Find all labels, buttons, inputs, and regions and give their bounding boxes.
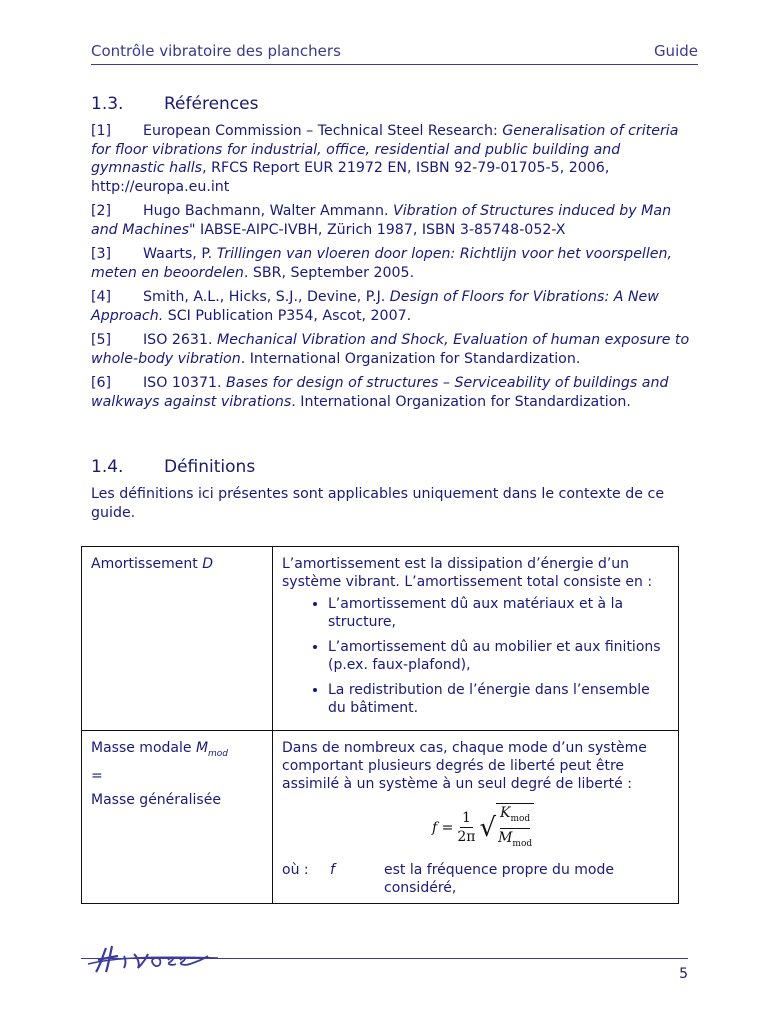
bullet-item: • L’amortissement dû au mobilier et aux finitions (p.ex. faux-plafond), [328, 638, 670, 674]
reference-source: . International Organization for Standardization. [240, 350, 581, 367]
reference-item [91, 202, 698, 239]
definition-bullets [282, 595, 670, 717]
reference-authors: European Commission – Technical Steel Research: [143, 123, 503, 139]
reference-item [91, 288, 698, 325]
definition-text: Dans de nombreux cas, chaque mode d’un système comportant plusieurs degrés de liberté peut être assimilé à un système à un seul degré de liberté : [282, 740, 647, 792]
definition-text: L’amortissement est la dissipation d’énergie d’un système vibrant. L’amortissement total consiste en : [282, 556, 653, 590]
reference-index: [2] [91, 203, 112, 219]
reference-authors: Waarts, P. [143, 246, 217, 262]
mass-subscript: mod [512, 838, 533, 849]
reference-source: SCI Publication P354, Ascot, 2007. [163, 307, 412, 324]
header-title: Contrôle vibratoire des planchers [91, 42, 341, 60]
section-heading-references [91, 94, 258, 114]
fraction-numerator: 1 [461, 810, 471, 827]
reference-source: , RFCS Report EUR 21972 EN, ISBN 92-79-01705-5, 2006, http://europa.eu.int [91, 160, 610, 195]
table-row [82, 547, 679, 731]
formula-fraction [457, 809, 475, 846]
term-subscript: mod [208, 748, 229, 759]
reference-index: [1] [91, 123, 112, 139]
sqrt-fraction [496, 803, 534, 853]
where-text: est la fréquence propre du mode considéré, [384, 861, 614, 896]
frequency-formula [432, 803, 670, 853]
definitions-table [81, 546, 679, 904]
reference-authors: Hugo Bachmann, Walter Ammann. [143, 203, 394, 219]
term-equals: = [91, 767, 103, 784]
formula-lhs: f = [432, 819, 454, 836]
reference-index: [4] [91, 289, 112, 305]
sqrt-icon: √ [479, 812, 497, 843]
reference-authors: Smith, A.L., Hicks, S.J., Devine, P.J. [143, 289, 390, 305]
reference-item [91, 245, 698, 282]
reference-index: [5] [91, 332, 112, 348]
reference-index: [6] [91, 375, 112, 391]
term-cell [82, 547, 273, 731]
section-title: Références [164, 94, 259, 114]
reference-item [91, 374, 698, 411]
section-number: 1.3. [91, 94, 124, 114]
reference-title: Trillingen van vloeren door lopen: Richtlijn voor het voorspellen, meten en beoordelen [91, 246, 673, 281]
reference-item [91, 122, 698, 196]
footer-rule [81, 958, 688, 959]
term-symbol: M [195, 740, 209, 756]
term-label: Amortissement [91, 556, 203, 572]
reference-authors: ISO 2631. [143, 332, 217, 348]
term-symbol: D [202, 556, 213, 572]
term-label: Masse modale [91, 740, 196, 756]
reference-source: " IABSE-AIPC-IVBH, Zürich 1987, ISBN 3-85748-052-X [188, 221, 566, 238]
where-clause [282, 861, 670, 897]
reference-source: . International Organization for Standardization. [291, 393, 631, 410]
hivoss-logo-icon [84, 934, 224, 980]
reference-title: Bases for design of structures – Serviceability of buildings and walkways against vibrations [91, 375, 669, 410]
term-cell [82, 731, 273, 904]
reference-list [91, 122, 698, 417]
reference-index: [3] [91, 246, 112, 262]
bullet-item: • L’amortissement dû aux matériaux et à la structure, [328, 595, 670, 631]
stiffness-subscript: mod [510, 813, 531, 824]
where-symbol: f [330, 861, 335, 878]
page-header [91, 42, 698, 65]
formula-sqrt [479, 803, 534, 853]
header-tag: Guide [653, 42, 698, 60]
page-number: 5 [679, 966, 688, 982]
mass-symbol: M [498, 829, 513, 846]
table-row [82, 731, 679, 904]
reference-item [91, 331, 698, 368]
reference-title: Mechanical Vibration and Shock, Evaluation of human exposure to whole-body vibration [91, 332, 690, 367]
reference-title: Vibration of Structures induced by Man and Machines [91, 203, 672, 238]
definition-cell [273, 731, 679, 904]
bullet-item: • La redistribution de l’énergie dans l’ensemble du bâtiment. [328, 681, 670, 717]
reference-title: Generalisation of criteria for floor vibrations for industrial, office, residential and public building and gymnastic halls [91, 123, 679, 176]
definitions-intro: Les définitions ici présentes sont applicables uniquement dans le contexte de ce guide. [91, 486, 665, 521]
where-label: où : [282, 861, 309, 878]
term-alias: Masse généralisée [91, 791, 221, 808]
reference-title: Design of Floors for Vibrations: A New Approach. [91, 289, 659, 324]
section-title: Définitions [164, 457, 256, 477]
fraction-denominator: 2π [457, 829, 476, 846]
stiffness-symbol: K [500, 805, 511, 821]
reference-source: . SBR, September 2005. [243, 264, 415, 281]
section-heading-definitions [91, 457, 255, 477]
reference-authors: ISO 10371. [143, 375, 227, 391]
section-number: 1.4. [91, 457, 124, 477]
definition-cell [273, 547, 679, 731]
